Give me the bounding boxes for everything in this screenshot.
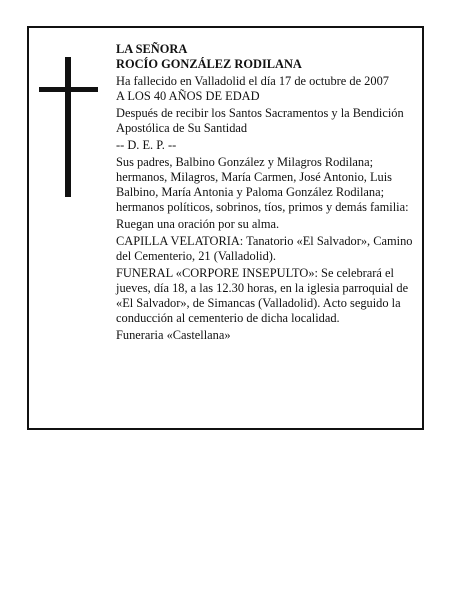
funeral-info: FUNERAL «CORPORE INSEPULTO»: Se celebrará el jueves, día 18, a las 12.30 horas, en la iglesia parroquial de «El Salvador», de Simancas (Valladolid). Acto seguido la conducción al cementerio de dicha localidad. bbox=[116, 266, 409, 325]
notice-title: LA SEÑORA bbox=[116, 42, 188, 56]
obituary-notice bbox=[27, 26, 424, 430]
cross-icon bbox=[39, 57, 99, 197]
cross-horizontal-bar bbox=[39, 87, 98, 92]
deceased-name: ROCÍO GONZÁLEZ RODILANA bbox=[116, 57, 302, 71]
rip-line: -- D. E. P. -- bbox=[116, 138, 177, 152]
chapel-info: CAPILLA VELATORIA: Tanatorio «El Salvador», Camino del Cementerio, 21 (Valladolid). bbox=[116, 234, 413, 263]
family-list: Sus padres, Balbino González y Milagros Rodilana; hermanos, Milagros, María Carmen, José Antonio, Luis Balbino, María Antonia y Paloma González Rodilana; hermanos políticos, sobrinos, tíos, primos y demás familia: bbox=[116, 155, 409, 214]
prayer-request: Ruegan una oración por su alma. bbox=[116, 217, 280, 231]
death-statement: Ha fallecido en Valladolid el día 17 de octubre de 2007 bbox=[116, 74, 389, 88]
cross-vertical-bar bbox=[65, 57, 71, 197]
sacraments-statement: Después de recibir los Santos Sacramentos y la Bendición Apostólica de Su Santidad bbox=[116, 106, 404, 135]
notice-text bbox=[116, 42, 424, 345]
funeral-home: Funeraria «Castellana» bbox=[116, 328, 231, 342]
age-statement: A LOS 40 AÑOS DE EDAD bbox=[116, 89, 260, 103]
